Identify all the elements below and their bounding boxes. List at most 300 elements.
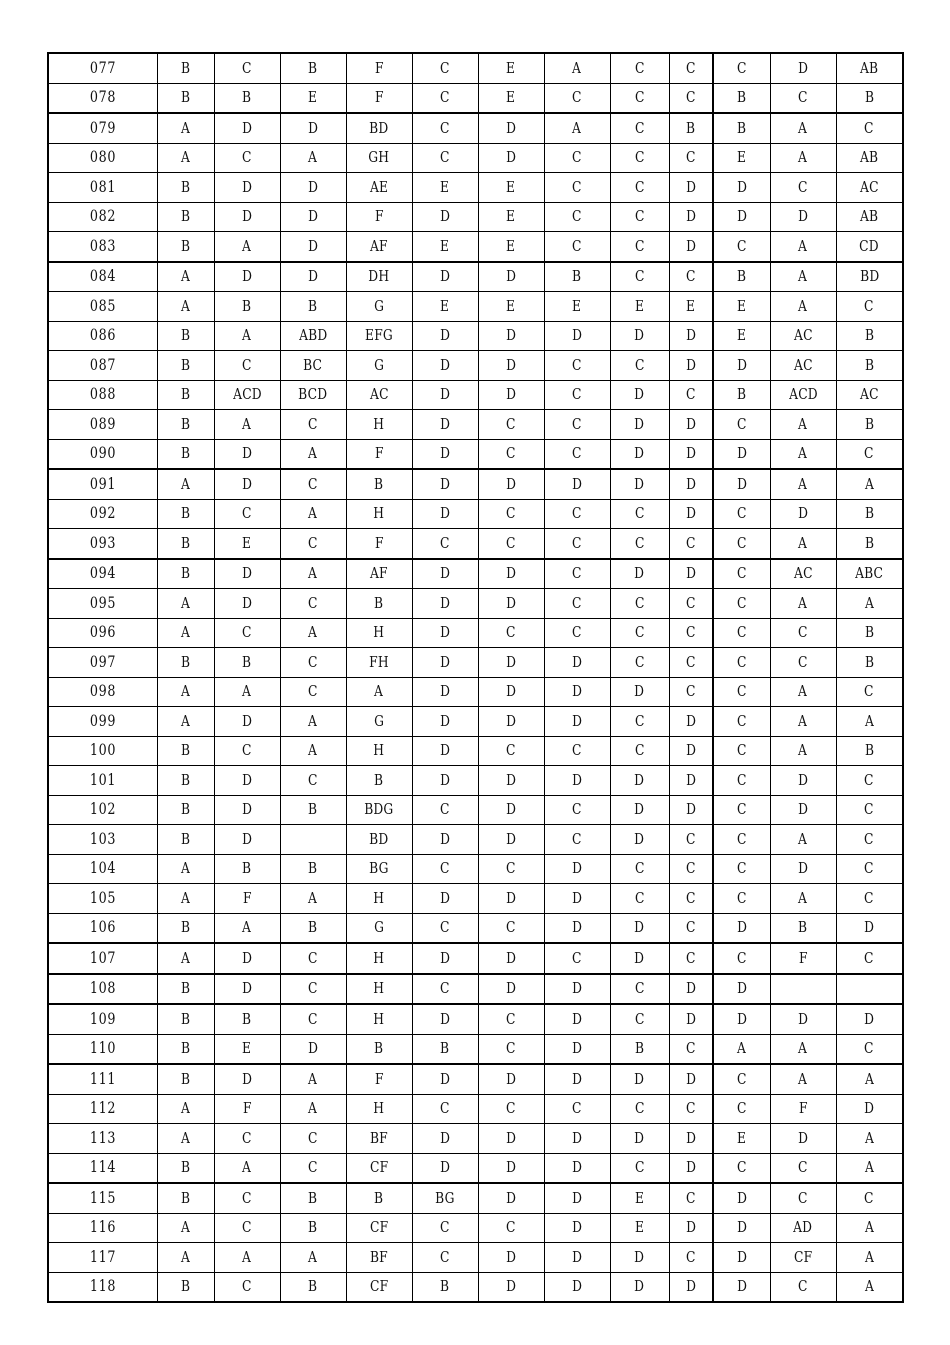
answer-cell: C: [544, 439, 610, 469]
answer-cell: BCD: [280, 380, 346, 410]
answer-cell: B: [544, 262, 610, 292]
answer-cell: A: [346, 677, 412, 707]
question-number: 107: [48, 943, 157, 974]
answer-cell: B: [157, 1034, 214, 1064]
answer-cell: D: [544, 1004, 610, 1034]
answer-cell: A: [836, 1243, 903, 1273]
answer-cell: C: [713, 410, 770, 440]
answer-cell: F: [346, 1064, 412, 1094]
answer-cell: D: [478, 351, 544, 381]
answer-cell: D: [544, 1153, 610, 1183]
answer-cell: C: [610, 1094, 669, 1124]
answer-cell: D: [412, 677, 478, 707]
question-number: 093: [48, 529, 157, 559]
question-number: 098: [48, 677, 157, 707]
answer-cell: AB: [836, 202, 903, 232]
answer-cell: D: [544, 648, 610, 678]
question-number: 102: [48, 795, 157, 825]
answer-cell: C: [214, 351, 280, 381]
answer-cell: A: [836, 469, 903, 499]
answer-cell: C: [669, 618, 713, 648]
question-number: 111: [48, 1064, 157, 1094]
answer-cell: D: [280, 1034, 346, 1064]
answer-cell: D: [610, 943, 669, 974]
answer-cell: C: [610, 707, 669, 737]
answer-cell: H: [346, 499, 412, 529]
answer-cell: D: [669, 1213, 713, 1243]
answer-cell: BD: [346, 113, 412, 143]
answer-cell: D: [412, 202, 478, 232]
answer-cell: C: [836, 677, 903, 707]
answer-cell: C: [713, 795, 770, 825]
answer-cell: D: [770, 766, 836, 796]
answer-cell: B: [713, 262, 770, 292]
answer-cell: D: [610, 439, 669, 469]
answer-cell: D: [610, 795, 669, 825]
answer-cell: B: [836, 736, 903, 766]
answer-cell: C: [412, 854, 478, 884]
answer-cell: D: [544, 469, 610, 499]
table-row: [48, 83, 903, 113]
question-number: 117: [48, 1243, 157, 1273]
answer-cell: D: [544, 707, 610, 737]
question-number: 088: [48, 380, 157, 410]
answer-cell: B: [280, 913, 346, 943]
answer-cell: A: [214, 1243, 280, 1273]
answer-cell: C: [412, 83, 478, 113]
answer-cell: C: [669, 677, 713, 707]
answer-cell: EFG: [346, 321, 412, 351]
answer-cell: C: [610, 618, 669, 648]
answer-cell: C: [544, 202, 610, 232]
table-row: [48, 677, 903, 707]
answer-cell: CF: [346, 1272, 412, 1302]
question-number: 109: [48, 1004, 157, 1034]
answer-cell: BG: [346, 854, 412, 884]
answer-cell: A: [770, 439, 836, 469]
answer-cell: C: [214, 143, 280, 173]
answer-cell: E: [544, 292, 610, 322]
answer-cell: B: [157, 1153, 214, 1183]
answer-cell: B: [214, 1004, 280, 1034]
answer-cell: D: [669, 736, 713, 766]
question-number: 113: [48, 1124, 157, 1154]
answer-cell: C: [836, 766, 903, 796]
answer-cell: C: [610, 113, 669, 143]
answer-cell: D: [713, 1272, 770, 1302]
answer-cell: AB: [836, 53, 903, 83]
answer-cell: D: [412, 618, 478, 648]
answer-cell: A: [157, 618, 214, 648]
answer-cell: D: [214, 974, 280, 1005]
answer-cell: C: [836, 113, 903, 143]
answer-cell: C: [412, 113, 478, 143]
answer-cell: C: [412, 913, 478, 943]
answer-cell: D: [214, 825, 280, 855]
answer-cell: A: [836, 1272, 903, 1302]
answer-cell: AF: [346, 232, 412, 262]
answer-cell: C: [478, 618, 544, 648]
answer-cell: C: [544, 83, 610, 113]
answer-cell: BD: [346, 825, 412, 855]
answer-cell: A: [157, 943, 214, 974]
answer-cell: C: [412, 1213, 478, 1243]
question-number: 115: [48, 1183, 157, 1213]
answer-cell: C: [610, 1004, 669, 1034]
answer-cell: C: [836, 439, 903, 469]
table-row: [48, 351, 903, 381]
answer-cell: BG: [412, 1183, 478, 1213]
answer-cell: E: [478, 292, 544, 322]
answer-cell: A: [770, 825, 836, 855]
answer-cell: D: [610, 559, 669, 589]
table-row: [48, 795, 903, 825]
table-row: [48, 1124, 903, 1154]
answer-cell: A: [280, 707, 346, 737]
answer-cell: C: [713, 232, 770, 262]
table-row: [48, 113, 903, 143]
answer-cell: A: [157, 143, 214, 173]
answer-cell: C: [280, 1124, 346, 1154]
answer-cell: ACD: [214, 380, 280, 410]
answer-cell: D: [412, 499, 478, 529]
answer-cell: C: [478, 410, 544, 440]
answer-cell: D: [214, 113, 280, 143]
answer-cell: D: [713, 1213, 770, 1243]
answer-cell: A: [770, 113, 836, 143]
table-row: [48, 1094, 903, 1124]
question-number: 087: [48, 351, 157, 381]
answer-cell: A: [214, 677, 280, 707]
answer-cell: C: [214, 1124, 280, 1154]
answer-cell: B: [157, 53, 214, 83]
answer-cell: D: [610, 1272, 669, 1302]
answer-cell: B: [280, 1183, 346, 1213]
answer-cell: D: [669, 974, 713, 1005]
question-number: 116: [48, 1213, 157, 1243]
answer-cell: D: [669, 321, 713, 351]
answer-cell: E: [669, 292, 713, 322]
answer-cell: C: [770, 1153, 836, 1183]
answer-cell: D: [669, 202, 713, 232]
question-number: 080: [48, 143, 157, 173]
answer-cell: D: [669, 439, 713, 469]
answer-cell: B: [412, 1272, 478, 1302]
question-number: 114: [48, 1153, 157, 1183]
answer-cell: BDG: [346, 795, 412, 825]
answer-cell: B: [157, 1004, 214, 1034]
answer-cell: B: [713, 113, 770, 143]
answer-cell: C: [610, 262, 669, 292]
answer-cell: D: [669, 1272, 713, 1302]
answer-cell: [770, 974, 836, 1005]
answer-cell: CF: [346, 1213, 412, 1243]
answer-cell: C: [669, 53, 713, 83]
answer-cell: C: [610, 648, 669, 678]
answer-cell: G: [346, 351, 412, 381]
answer-cell: C: [669, 529, 713, 559]
answer-cell: C: [610, 173, 669, 203]
answer-cell: B: [280, 1213, 346, 1243]
answer-cell: [836, 974, 903, 1005]
answer-cell: C: [214, 499, 280, 529]
answer-cell: B: [836, 351, 903, 381]
answer-cell: A: [214, 913, 280, 943]
table-row: [48, 618, 903, 648]
answer-cell: D: [610, 321, 669, 351]
answer-cell: A: [157, 469, 214, 499]
answer-cell: C: [544, 173, 610, 203]
answer-cell: B: [157, 499, 214, 529]
table-row: [48, 974, 903, 1005]
answer-cell: D: [669, 795, 713, 825]
answer-cell: B: [346, 1034, 412, 1064]
answer-cell: D: [280, 262, 346, 292]
question-number: 104: [48, 854, 157, 884]
answer-cell: D: [214, 202, 280, 232]
answer-cell: A: [157, 1094, 214, 1124]
table-row: [48, 913, 903, 943]
answer-cell: C: [713, 648, 770, 678]
answer-cell: H: [346, 943, 412, 974]
answer-cell: A: [836, 1153, 903, 1183]
question-number: 082: [48, 202, 157, 232]
answer-cell: BF: [346, 1243, 412, 1273]
question-number: 083: [48, 232, 157, 262]
answer-cell: C: [544, 232, 610, 262]
answer-cell: D: [214, 1064, 280, 1094]
answer-cell: D: [713, 173, 770, 203]
answer-cell: D: [478, 766, 544, 796]
answer-cell: C: [610, 854, 669, 884]
answer-cell: D: [412, 825, 478, 855]
answer-cell: E: [713, 292, 770, 322]
answer-cell: C: [478, 499, 544, 529]
answer-cell: B: [157, 648, 214, 678]
answer-cell: A: [280, 559, 346, 589]
answer-cell: E: [412, 232, 478, 262]
table-row: [48, 1183, 903, 1213]
answer-cell: D: [770, 795, 836, 825]
answer-cell: C: [770, 83, 836, 113]
answer-cell: D: [544, 1213, 610, 1243]
answer-cell: D: [412, 559, 478, 589]
answer-cell: C: [214, 53, 280, 83]
answer-cell: D: [412, 766, 478, 796]
answer-cell: F: [214, 884, 280, 914]
answer-cell: C: [280, 469, 346, 499]
answer-cell: H: [346, 974, 412, 1005]
answer-cell: B: [157, 1272, 214, 1302]
answer-cell: E: [214, 529, 280, 559]
question-number: 081: [48, 173, 157, 203]
answer-cell: DH: [346, 262, 412, 292]
answer-cell: D: [610, 469, 669, 499]
answer-cell: B: [157, 913, 214, 943]
answer-cell: C: [713, 825, 770, 855]
answer-cell: H: [346, 618, 412, 648]
answer-cell: C: [544, 589, 610, 619]
answer-cell: E: [610, 1213, 669, 1243]
answer-cell: D: [412, 380, 478, 410]
table-row: [48, 143, 903, 173]
answer-cell: A: [280, 1064, 346, 1094]
answer-cell: A: [214, 410, 280, 440]
answer-cell: A: [713, 1034, 770, 1064]
answer-cell: D: [214, 943, 280, 974]
answer-cell: C: [544, 618, 610, 648]
answer-cell: C: [544, 736, 610, 766]
answer-cell: AD: [770, 1213, 836, 1243]
answer-cell: C: [412, 795, 478, 825]
answer-cell: D: [610, 1243, 669, 1273]
answer-cell: B: [836, 321, 903, 351]
table-row: [48, 380, 903, 410]
answer-cell: AC: [770, 559, 836, 589]
table-row: [48, 943, 903, 974]
answer-cell: D: [669, 1004, 713, 1034]
answer-cell: D: [478, 321, 544, 351]
answer-cell: C: [544, 529, 610, 559]
answer-cell: AB: [836, 143, 903, 173]
answer-cell: A: [157, 707, 214, 737]
answer-cell: E: [713, 1124, 770, 1154]
answer-cell: B: [346, 589, 412, 619]
question-number: 106: [48, 913, 157, 943]
answer-cell: C: [610, 53, 669, 83]
answer-cell: B: [157, 529, 214, 559]
answer-cell: C: [713, 618, 770, 648]
answer-cell: C: [610, 499, 669, 529]
answer-cell: D: [478, 974, 544, 1005]
answer-cell: C: [478, 736, 544, 766]
answer-cell: B: [157, 766, 214, 796]
answer-cell: A: [157, 262, 214, 292]
answer-cell: B: [346, 1183, 412, 1213]
answer-cell: C: [713, 766, 770, 796]
answer-cell: D: [214, 707, 280, 737]
answer-cell: ACD: [770, 380, 836, 410]
answer-cell: C: [544, 499, 610, 529]
answer-cell: A: [770, 232, 836, 262]
answer-cell: D: [544, 1064, 610, 1094]
answer-cell: CD: [836, 232, 903, 262]
answer-cell: D: [214, 439, 280, 469]
answer-cell: F: [770, 1094, 836, 1124]
answer-cell: B: [280, 795, 346, 825]
answer-cell: D: [412, 262, 478, 292]
answer-cell: C: [214, 1213, 280, 1243]
answer-cell: D: [669, 1124, 713, 1154]
answer-cell: C: [280, 1153, 346, 1183]
answer-cell: C: [669, 884, 713, 914]
answer-cell: D: [544, 1272, 610, 1302]
answer-cell: B: [280, 1272, 346, 1302]
answer-cell: B: [157, 173, 214, 203]
answer-table-body: [48, 53, 903, 1302]
question-number: 078: [48, 83, 157, 113]
answer-cell: D: [713, 202, 770, 232]
answer-cell: A: [157, 589, 214, 619]
answer-cell: D: [214, 795, 280, 825]
answer-cell: E: [610, 292, 669, 322]
answer-cell: E: [214, 1034, 280, 1064]
answer-cell: A: [770, 410, 836, 440]
answer-cell: C: [214, 736, 280, 766]
table-row: [48, 589, 903, 619]
answer-cell: D: [412, 1124, 478, 1154]
answer-cell: C: [610, 351, 669, 381]
answer-cell: D: [770, 499, 836, 529]
answer-cell: D: [544, 1243, 610, 1273]
answer-cell: A: [157, 1243, 214, 1273]
answer-cell: D: [610, 913, 669, 943]
answer-cell: B: [346, 766, 412, 796]
answer-cell: D: [412, 1153, 478, 1183]
answer-cell: FH: [346, 648, 412, 678]
answer-cell: C: [610, 232, 669, 262]
table-row: [48, 410, 903, 440]
answer-cell: B: [157, 1064, 214, 1094]
answer-cell: C: [669, 854, 713, 884]
table-row: [48, 53, 903, 83]
answer-cell: C: [412, 1094, 478, 1124]
answer-cell: D: [669, 232, 713, 262]
answer-cell: D: [478, 113, 544, 143]
question-number: 101: [48, 766, 157, 796]
answer-cell: B: [713, 83, 770, 113]
answer-cell: D: [770, 202, 836, 232]
answer-cell: B: [157, 559, 214, 589]
answer-cell: C: [713, 707, 770, 737]
answer-cell: C: [544, 943, 610, 974]
table-row: [48, 439, 903, 469]
answer-cell: D: [478, 707, 544, 737]
answer-cell: B: [157, 380, 214, 410]
answer-cell: D: [713, 469, 770, 499]
table-row: [48, 1243, 903, 1273]
table-row: [48, 1272, 903, 1302]
answer-cell: D: [713, 351, 770, 381]
answer-cell: D: [478, 559, 544, 589]
answer-cell: B: [157, 1183, 214, 1213]
answer-cell: D: [544, 913, 610, 943]
answer-cell: B: [157, 232, 214, 262]
answer-cell: E: [478, 83, 544, 113]
answer-cell: H: [346, 1094, 412, 1124]
table-row: [48, 173, 903, 203]
answer-cell: A: [157, 884, 214, 914]
answer-cell: C: [770, 1272, 836, 1302]
answer-cell: D: [214, 766, 280, 796]
answer-cell: AC: [770, 351, 836, 381]
answer-cell: B: [157, 83, 214, 113]
answer-cell: D: [412, 469, 478, 499]
answer-cell: C: [610, 202, 669, 232]
question-number: 085: [48, 292, 157, 322]
answer-cell: D: [544, 1124, 610, 1154]
answer-cell: D: [478, 1272, 544, 1302]
table-row: [48, 1153, 903, 1183]
answer-cell: D: [713, 1004, 770, 1034]
answer-cell: B: [157, 825, 214, 855]
answer-cell: D: [770, 854, 836, 884]
answer-cell: C: [478, 1034, 544, 1064]
answer-cell: D: [478, 469, 544, 499]
answer-cell: C: [280, 648, 346, 678]
answer-cell: A: [280, 1094, 346, 1124]
answer-cell: B: [157, 974, 214, 1005]
